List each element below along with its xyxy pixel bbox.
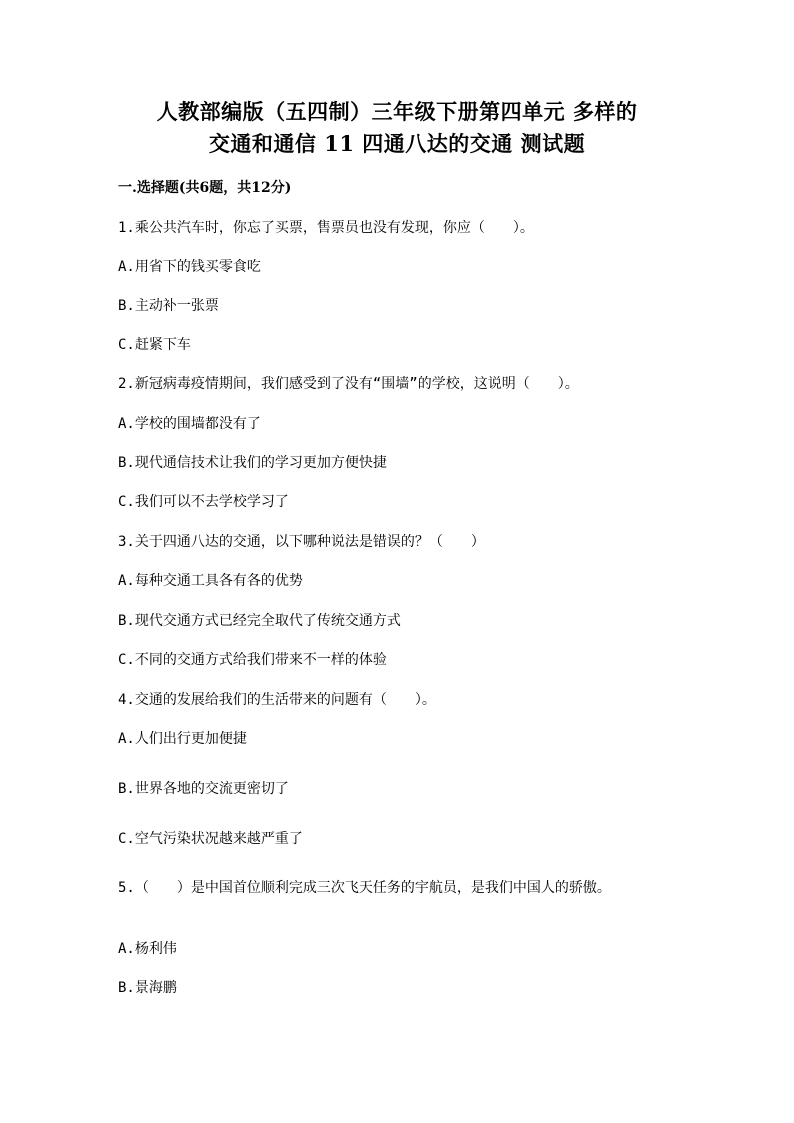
- question-5-stem: 5.（ ）是中国首位顺利完成三次飞天任务的宇航员，是我们中国人的骄傲。: [118, 880, 611, 896]
- section-heading: 一.选择题(共6题，共12分): [118, 180, 292, 196]
- document-title-line-2: 交通和通信 11 四通八达的交通 测试题: [208, 131, 586, 156]
- question-2-option-c: C.我们可以不去学校学习了: [118, 494, 289, 510]
- question-4-option-c: C.空气污染状况越来越严重了: [118, 831, 303, 847]
- question-5-option-a: A.杨利伟: [118, 941, 177, 957]
- question-1-stem: 1.乘公共汽车时，你忘了买票，售票员也没有发现，你应（ ）。: [118, 220, 534, 236]
- question-3-option-b: B.现代交通方式已经完全取代了传统交通方式: [118, 613, 401, 629]
- question-4-option-b: B.世界各地的交流更密切了: [118, 781, 289, 797]
- question-1-option-a: A.用省下的钱买零食吃: [118, 259, 261, 275]
- question-2-stem: 2.新冠病毒疫情期间，我们感受到了没有“围墙”的学校，这说明（ ）。: [118, 376, 579, 392]
- question-4-stem: 4.交通的发展给我们的生活带来的问题有（ ）。: [118, 692, 436, 708]
- question-3-option-c: C.不同的交通方式给我们带来不一样的体验: [118, 652, 387, 668]
- question-3-option-a: A.每种交通工具各有各的优势: [118, 573, 303, 589]
- question-1-option-c: C.赶紧下车: [118, 337, 191, 353]
- question-2-option-b: B.现代通信技术让我们的学习更加方便快捷: [118, 455, 387, 471]
- question-2-option-a: A.学校的围墙都没有了: [118, 416, 261, 432]
- question-3-stem: 3.关于四通八达的交通，以下哪种说法是错误的？（ ）: [118, 534, 485, 550]
- document-title-line-1: 人教部编版（五四制）三年级下册第四单元 多样的: [156, 99, 638, 124]
- question-5-option-b: B.景海鹏: [118, 980, 177, 996]
- question-4-option-a: A.人们出行更加便捷: [118, 731, 247, 747]
- question-1-option-b: B.主动补一张票: [118, 298, 219, 314]
